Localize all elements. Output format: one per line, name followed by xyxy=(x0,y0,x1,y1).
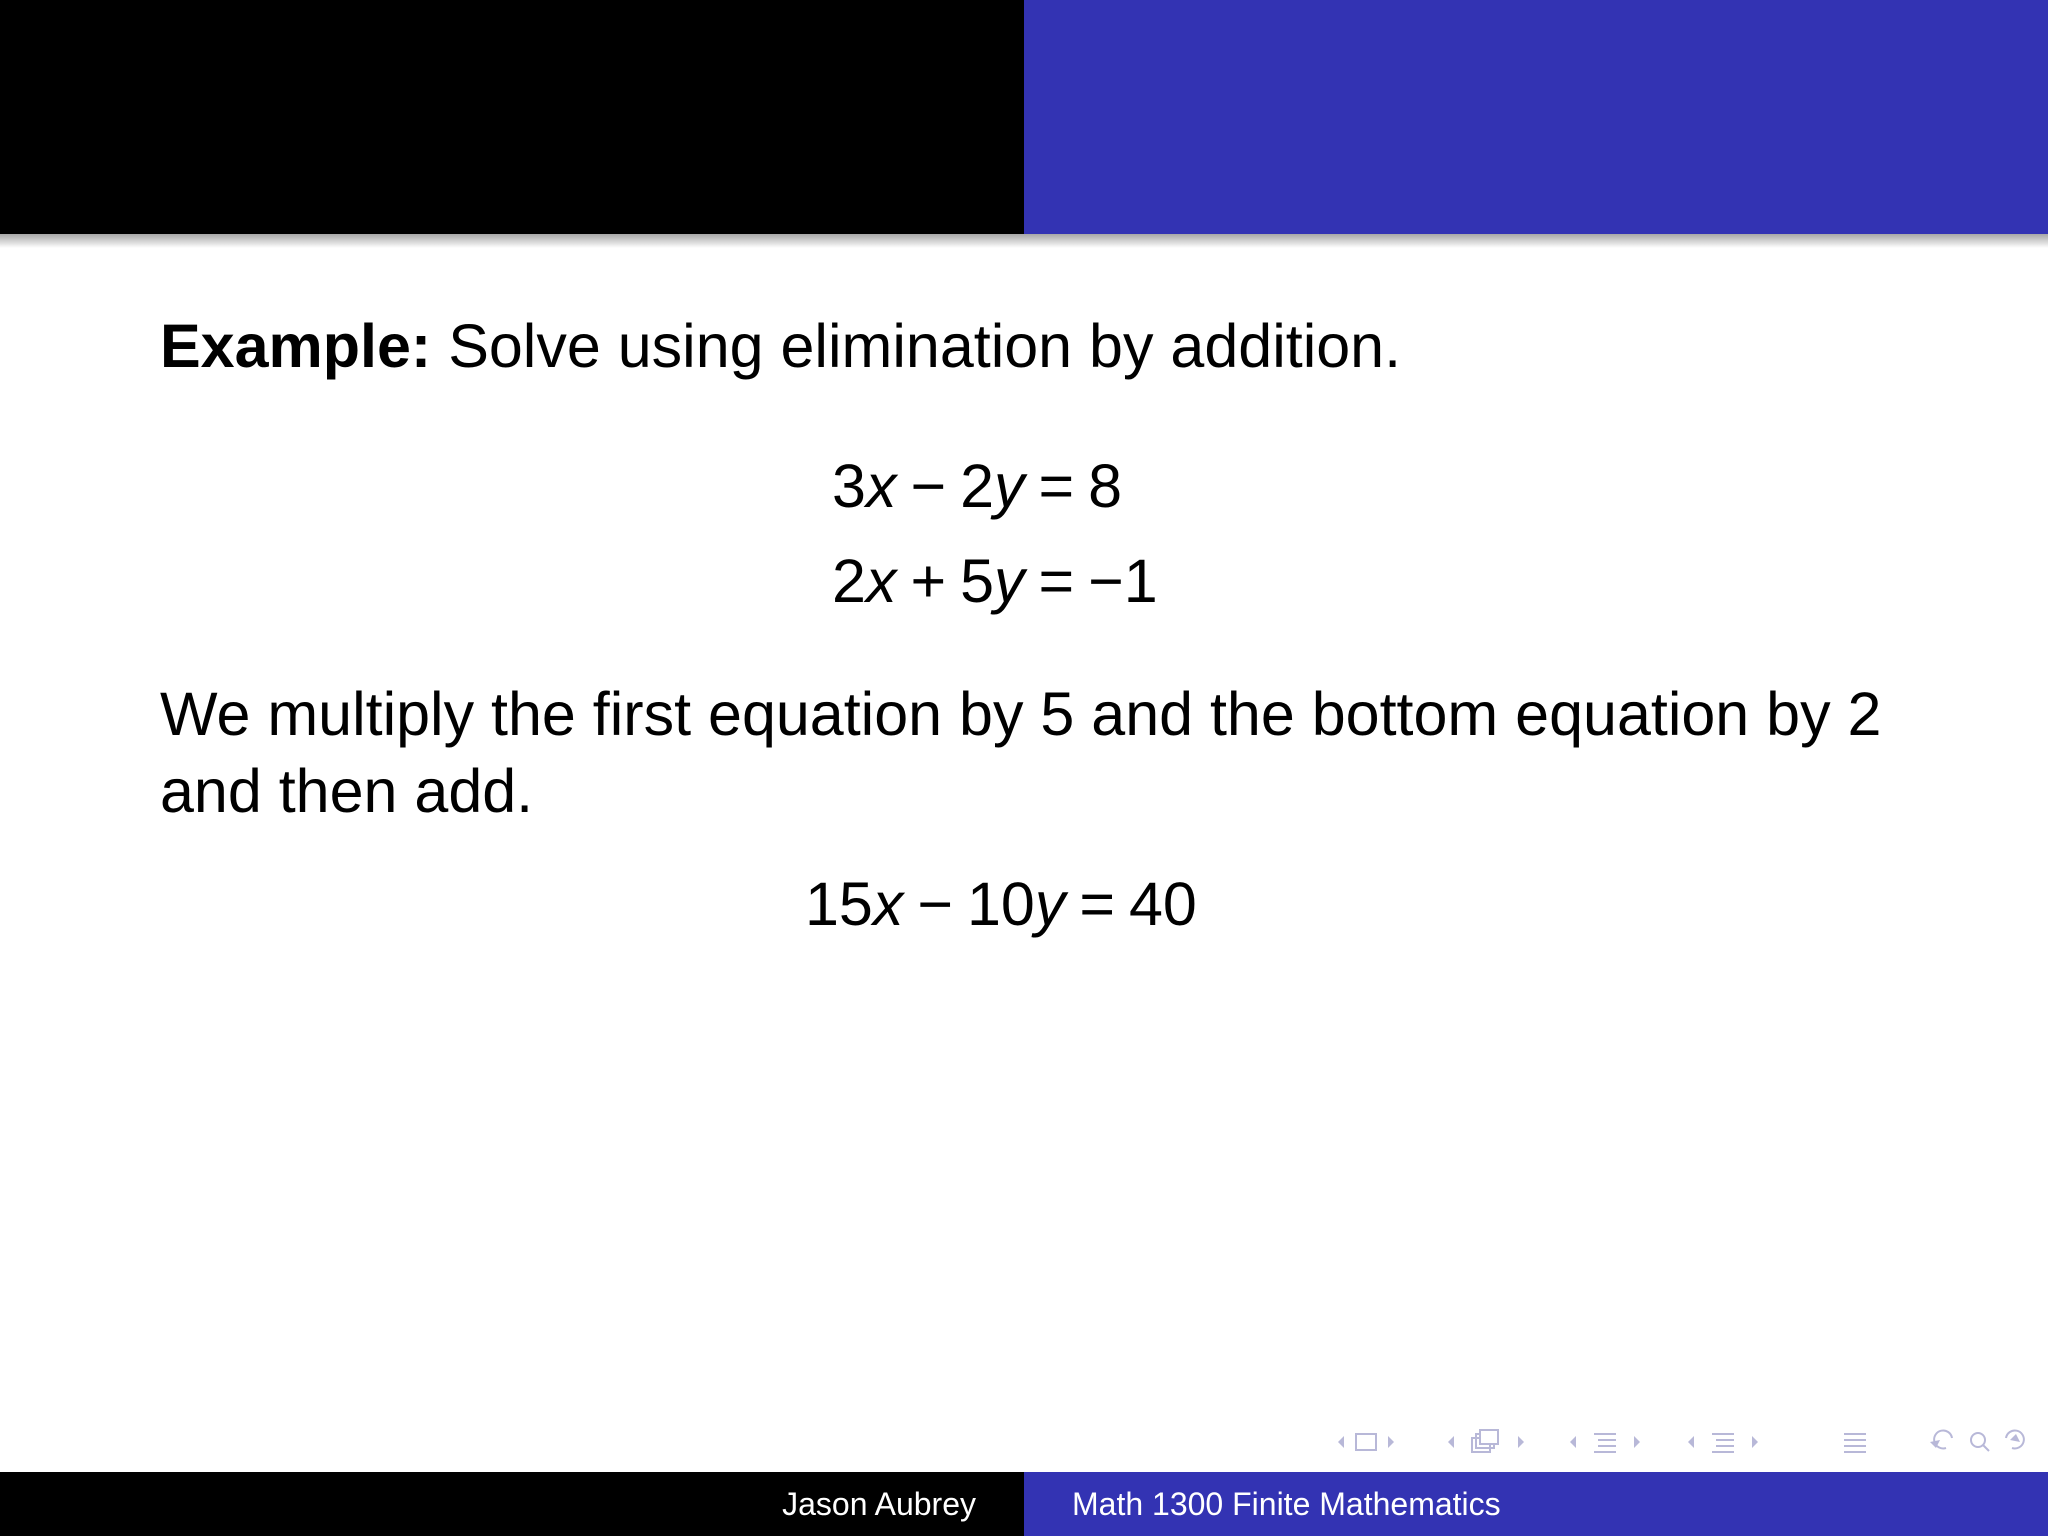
eq1-equals: = xyxy=(1038,452,1075,520)
eq3-var-y: y xyxy=(1034,870,1066,938)
eq3-coef-y: 10 xyxy=(966,870,1035,938)
section-navigation-icon[interactable] xyxy=(1680,1424,1780,1460)
eq3-operator: − xyxy=(917,870,953,938)
footer-course-title: Math 1300 Finite Mathematics xyxy=(1072,1486,1501,1522)
eq2-operator: + xyxy=(910,547,947,615)
eq3-equals: = xyxy=(1079,870,1115,938)
footer-author: Jason Aubrey xyxy=(782,1486,976,1522)
eq2-equals: = xyxy=(1038,547,1075,615)
eq3-rhs: 40 xyxy=(1128,870,1197,938)
eq2-coef-y: 5 xyxy=(960,547,994,615)
frame-navigation-icon[interactable] xyxy=(1440,1424,1540,1460)
equation-1 xyxy=(832,446,1122,526)
example-label: Example: xyxy=(160,312,432,380)
eq2-var-y: y xyxy=(994,547,1025,615)
eq3-coef-x: 15 xyxy=(805,870,873,938)
subsection-navigation-icon[interactable] xyxy=(1562,1424,1662,1460)
document-navigation-icon[interactable] xyxy=(1830,1424,1880,1460)
eq3-var-x: x xyxy=(872,870,904,938)
slide-navigation-icon[interactable] xyxy=(1330,1424,1420,1460)
footer-right-panel xyxy=(1024,1472,2048,1536)
header-bar xyxy=(0,0,2048,234)
beamer-navigation-symbols xyxy=(1330,1424,2030,1460)
eq2-var-x: x xyxy=(865,547,897,615)
eq1-var-x: x xyxy=(865,452,897,520)
explanation-paragraph: We multiply the first equation by 5 and the bottom equation by 2 and then add. xyxy=(160,680,1882,825)
example-heading xyxy=(160,306,1401,386)
eq1-operator: − xyxy=(910,452,947,520)
header-shadow xyxy=(0,234,2048,248)
example-text: Solve using elimination by addition. xyxy=(448,312,1402,380)
eq1-var-y: y xyxy=(994,452,1025,520)
eq2-rhs: −1 xyxy=(1088,547,1158,615)
eq1-rhs: 8 xyxy=(1088,452,1123,520)
eq1-coef-x: 3 xyxy=(832,452,866,520)
eq1-coef-y: 2 xyxy=(960,452,994,520)
equation-2 xyxy=(832,541,1158,621)
header-left-panel xyxy=(0,0,1024,234)
equation-3 xyxy=(805,864,1197,944)
header-right-panel xyxy=(1024,0,2048,234)
eq2-coef-x: 2 xyxy=(832,547,866,615)
footer-bar xyxy=(0,1472,2048,1536)
footer-left-panel xyxy=(0,1472,1024,1536)
undo-search-redo-icons[interactable] xyxy=(1926,1424,2036,1460)
